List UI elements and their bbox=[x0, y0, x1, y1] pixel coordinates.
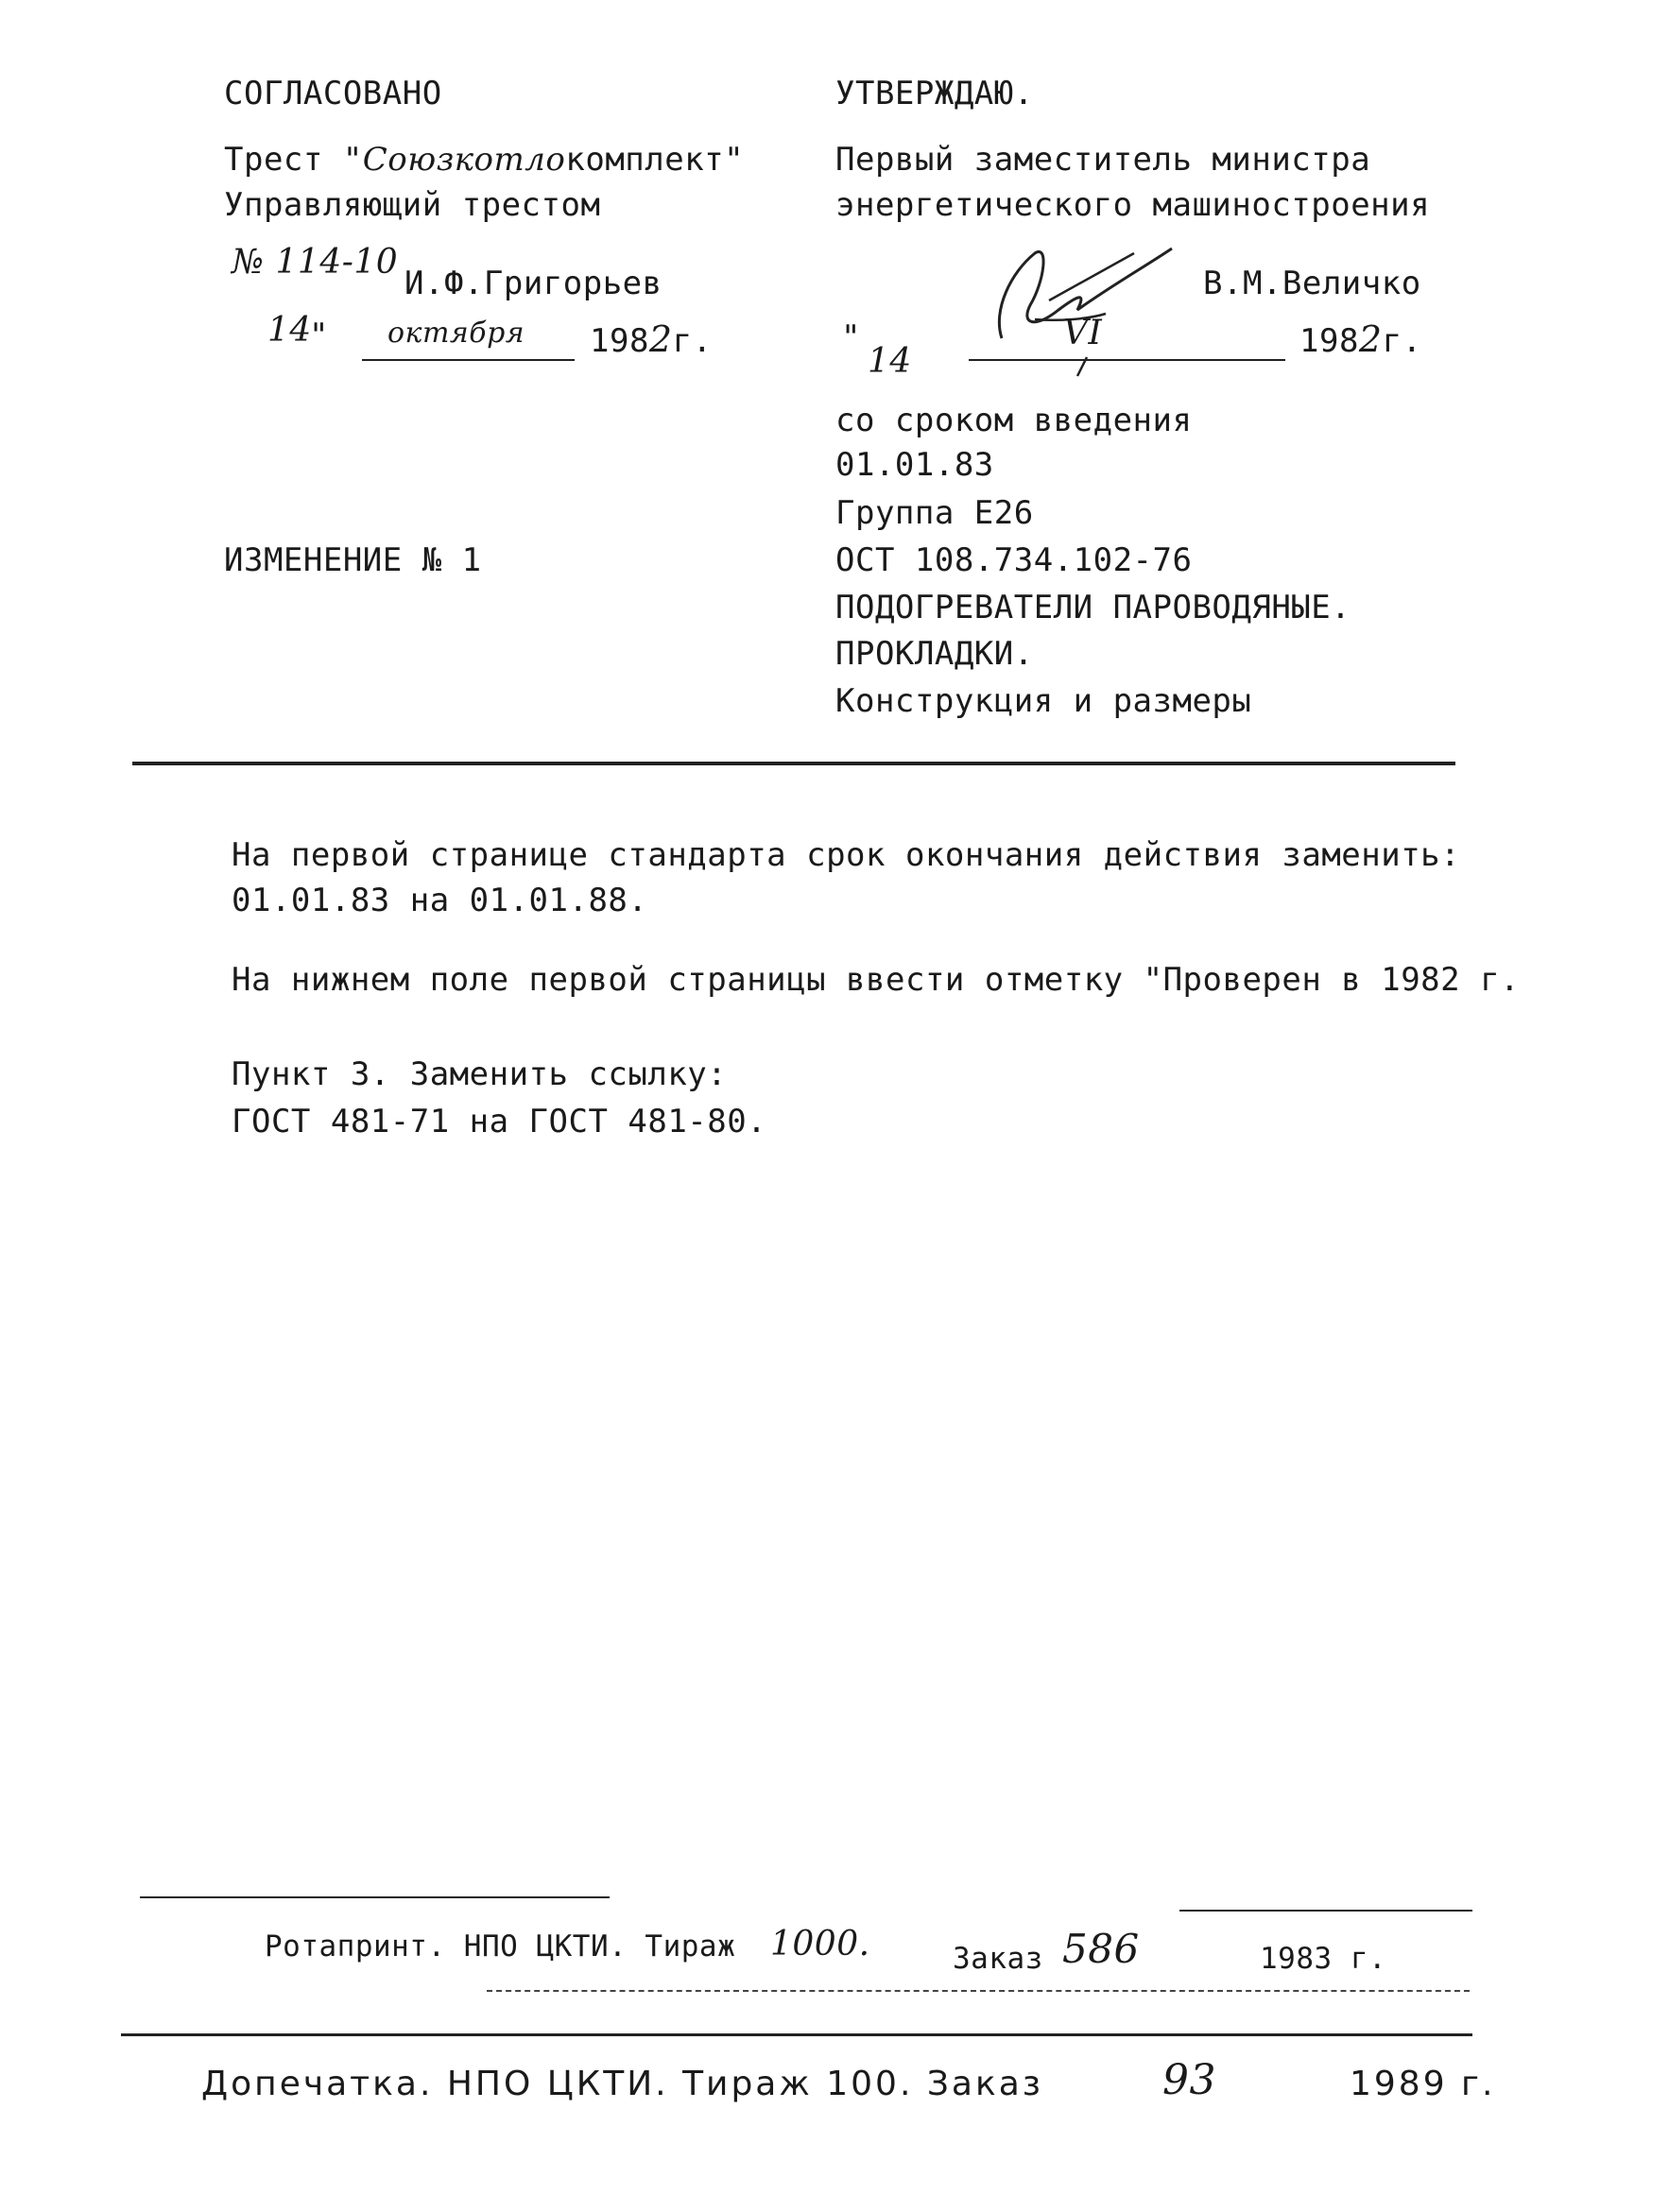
handwritten-signature bbox=[945, 215, 1191, 404]
reprint-order-handwritten: 93 bbox=[1162, 2056, 1216, 2104]
body-paragraph-2: На нижнем поле первой страницы ввести отметку "Проверен в 1982 г. bbox=[232, 961, 1521, 999]
left-year-handwritten: 2 bbox=[648, 318, 673, 360]
header-divider bbox=[132, 762, 1455, 765]
left-date-year bbox=[590, 318, 713, 360]
agreed-heading: СОГЛАСОВАНО bbox=[224, 75, 442, 112]
effective-line: со сроком введения bbox=[835, 402, 1193, 439]
standard-title-line3: Конструкция и размеры bbox=[835, 682, 1252, 720]
right-date-year bbox=[1299, 318, 1422, 360]
body-paragraph-1-line2: 01.01.83 на 01.01.88. bbox=[232, 882, 648, 919]
left-signer-name: И.Ф.Григорьев bbox=[404, 265, 662, 302]
left-year-prefix: 198 bbox=[590, 322, 649, 360]
order-label: Заказ bbox=[953, 1942, 1043, 1976]
left-date-day: 14 bbox=[267, 311, 312, 350]
print-run-handwritten: 1000. bbox=[770, 1925, 870, 1963]
body-paragraph-1-line1: На первой странице стандарта срок окончания действия заменить: bbox=[232, 836, 1461, 874]
order-number-handwritten: 586 bbox=[1062, 1926, 1140, 1972]
reprint-year: 1989 г. bbox=[1350, 2065, 1496, 2103]
footer-rule-left bbox=[140, 1896, 610, 1898]
left-date-quote: " bbox=[309, 317, 329, 354]
effective-date: 01.01.83 bbox=[835, 446, 994, 484]
approver-position-line2: энергетического машиностроения bbox=[835, 186, 1431, 224]
standard-title-line1: ПОДОГРЕВАТЕЛИ ПАРОВОДЯНЫЕ. bbox=[835, 589, 1351, 626]
trust-manager-position: Управляющий трестом bbox=[224, 186, 601, 224]
right-year-handwritten: 2 bbox=[1358, 318, 1383, 360]
group-code: Группа Е26 bbox=[835, 494, 1034, 532]
right-month-underline bbox=[969, 359, 1285, 361]
change-label: ИЗМЕНЕНИЕ № 1 bbox=[224, 541, 482, 579]
footer-dashed-line bbox=[487, 1990, 1470, 1992]
right-date-month: VI bbox=[1063, 314, 1103, 352]
right-year-prefix: 198 bbox=[1299, 322, 1359, 360]
trust-name-prefix: Трест " bbox=[224, 141, 363, 179]
registration-number: № 114-10 bbox=[232, 243, 399, 282]
print-year: 1983 г. bbox=[1260, 1942, 1387, 1976]
trust-name bbox=[224, 141, 745, 179]
approved-heading: УТВЕРЖДАЮ. bbox=[835, 75, 1034, 112]
approver-position-line1: Первый заместитель министра bbox=[835, 141, 1371, 179]
standard-number: ОСТ 108.734.102-76 bbox=[835, 541, 1193, 579]
right-signer-name: В.М.Величко bbox=[1203, 265, 1421, 302]
footer-rule-right bbox=[1179, 1910, 1472, 1912]
footer-divider bbox=[121, 2033, 1472, 2036]
body-paragraph-3-line1: Пункт 3. Заменить ссылку: bbox=[232, 1055, 728, 1093]
reprint-info: Допечатка. НПО ЦКТИ. Тираж 100. Заказ bbox=[201, 2065, 1043, 2103]
left-month-underline bbox=[362, 359, 575, 361]
print-info: Ротапринт. НПО ЦКТИ. Тираж bbox=[265, 1929, 736, 1963]
standard-title-line2: ПРОКЛАДКИ. bbox=[835, 635, 1034, 673]
left-year-suffix: г. bbox=[672, 322, 713, 360]
left-date-month: октября bbox=[387, 317, 525, 350]
body-paragraph-3-line2: ГОСТ 481-71 на ГОСТ 481-80. bbox=[232, 1103, 767, 1140]
right-date-quote: " bbox=[841, 318, 861, 356]
trust-name-suffix: комплект" bbox=[565, 141, 745, 179]
right-date-day: 14 bbox=[868, 342, 912, 381]
trust-name-handwritten: Союзкотло bbox=[362, 141, 566, 179]
right-year-suffix: г. bbox=[1382, 322, 1422, 360]
